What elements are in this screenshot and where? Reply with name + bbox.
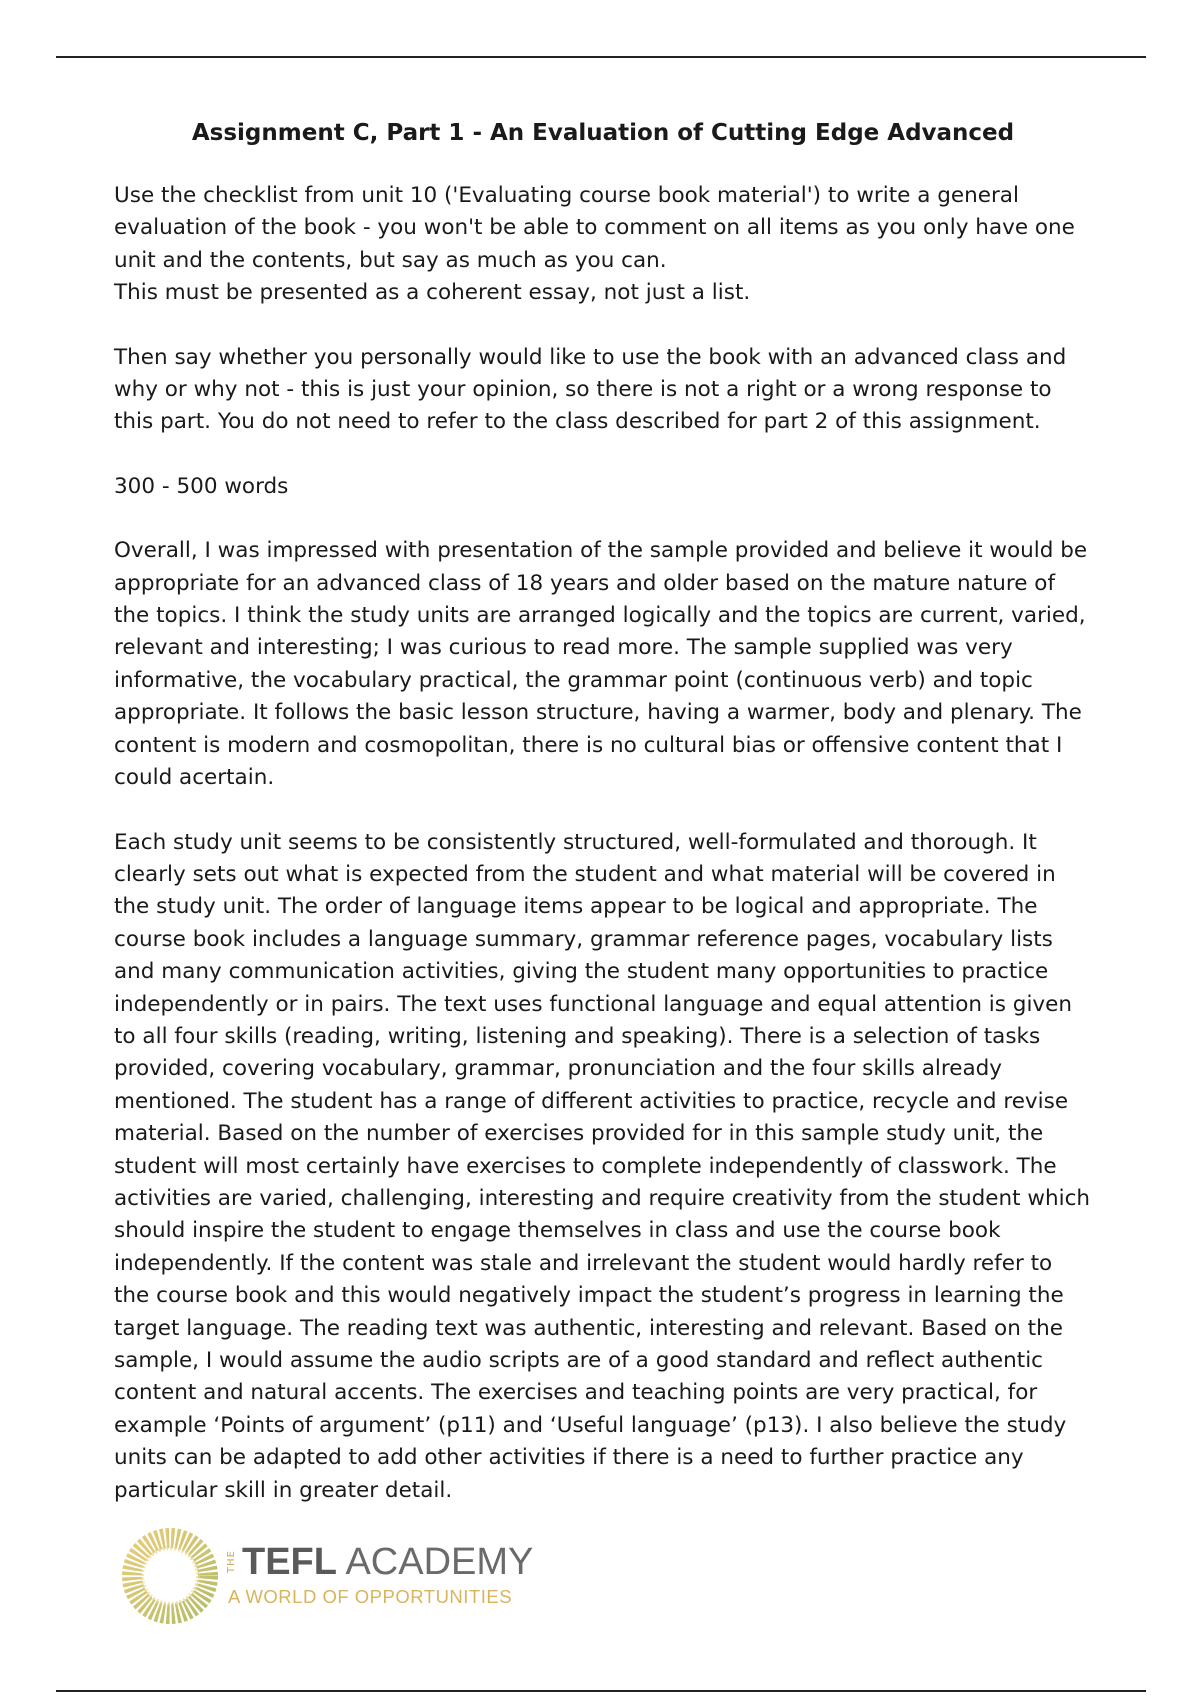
instruction-text: Use the checklist from unit 10 ('Evaluating course book material') to write a general evaluation of the book - you won't be able to comment on all items as you only have one unit and the contents, but say as much as you can. <box>114 183 1075 273</box>
logo-name: TEFL ACADEMY <box>242 1541 534 1583</box>
document-body <box>114 118 1092 1539</box>
document-title: Assignment C, Part 1 - An Evaluation of Cutting Edge Advanced <box>191 120 1015 146</box>
logo-ring-icon <box>120 1526 220 1626</box>
logo-prefix: THE <box>226 1550 237 1573</box>
instruction-text: This must be presented as a coherent essay, not just a list. <box>114 280 751 306</box>
word-count: 300 - 500 words <box>114 473 289 499</box>
tefl-academy-logo <box>120 1526 540 1626</box>
instruction-paragraph <box>114 180 1092 310</box>
essay-paragraph: Overall, I was impressed with presentation of the sample provided and believe it would be appropriate for an advanced class of 18 years and older based on the mature nature of the topics. I think the study units are arranged logically and the topics are current, varied, relevant and interesting; I was curious to read more. The sample supplied was very informative, the vocabulary practical, the grammar point (continuous verb) and topic appropriate. It follows the basic lesson structure, having a warmer, body and plenary. The content is modern and cosmopolitan, there is no cultural bias or offensive content that I could acertain. <box>114 538 1088 791</box>
bottom-rule <box>56 1690 1146 1692</box>
logo-tagline: A WORLD OF OPPORTUNITIES <box>228 1586 513 1607</box>
essay-paragraph: Each study unit seems to be consistently structured, well-formulated and thorough. It clearly sets out what is expected from the student and what material will be covered in the study unit. The order of language items appear to be logical and appropriate. The course book includes a language summary, grammar reference pages, vocabulary lists and many communication activities, giving the student many opportunities to practice independently or in pairs. The text uses functional language and equal attention is given to all four skills (reading, writing, listening and speaking). There is a selection of tasks provided, covering vocabulary, grammar, pronunciation and the four skills already mentioned. The student has a range of different activities to practice, recycle and revise material. Based on the number of exercises provided for in this sample study unit, the student will most certainly have exercises to complete independently of classwork. The activities are varied, challenging, interesting and require creativity from the student which should inspire the student to engage themselves in class and use the course book independently. If the content was stale and irrelevant the student would hardly refer to the course book and this would negatively impact the student’s progress in learning the target language. The reading text was authentic, interesting and relevant. Based on the sample, I would assume the audio scripts are of a good standard and reflect authentic content and natural accents. The exercises and teaching points are very practical, for example ‘Points of argument’ (p11) and ‘Useful language’ (p13). I also believe the study units can be adapted to add other activities if there is a need to further practice any particular skill in greater detail. <box>114 829 1091 1503</box>
top-rule <box>56 56 1146 58</box>
instruction-paragraph: Then say whether you personally would like to use the book with an advanced class and why or why not - this is just your opinion, so there is not a right or a wrong response to this part. You do not need to refer to the class described for part 2 of this assignment. <box>114 344 1067 435</box>
